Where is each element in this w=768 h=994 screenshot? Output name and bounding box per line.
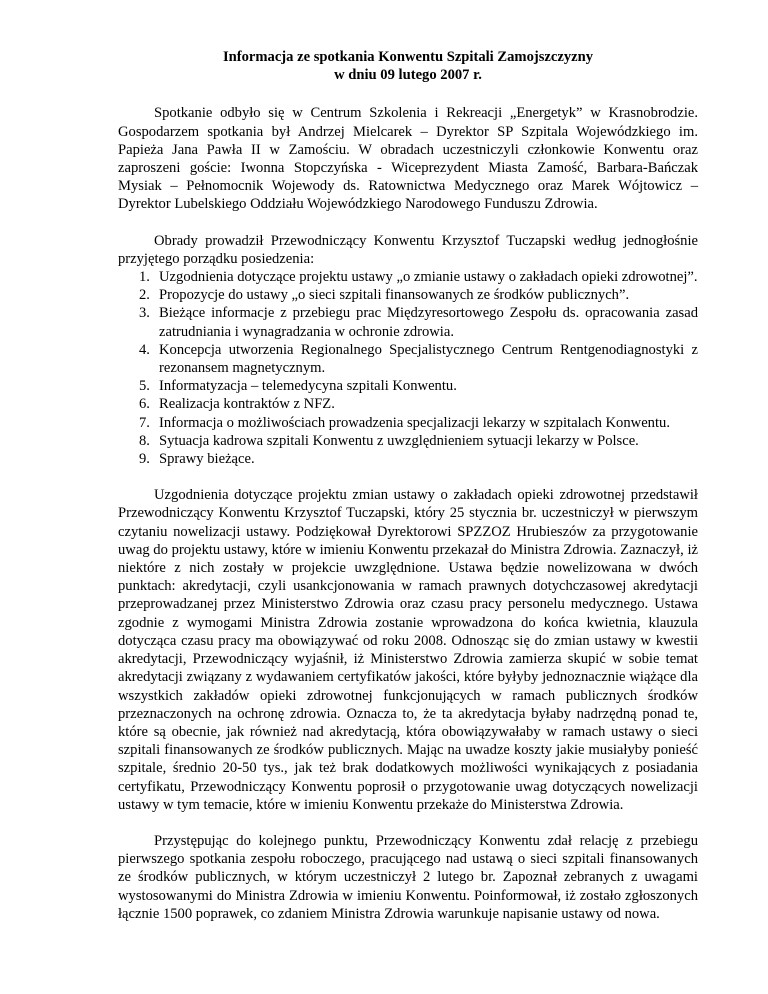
agenda-item xyxy=(118,450,698,468)
agenda-item-number: 1. xyxy=(139,269,150,286)
agenda-item-number: 9. xyxy=(139,451,150,468)
agenda-item-text: Sytuacja kadrowa szpitali Konwentu z uwzględnieniem sytuacji lekarzy w Polsce. xyxy=(159,432,639,449)
agenda-item xyxy=(118,395,698,413)
title-line-2: w dniu 09 lutego 2007 r. xyxy=(334,67,482,84)
document-title xyxy=(118,48,698,84)
agenda-item-number: 5. xyxy=(139,378,150,395)
agenda-item-text: Informacja o możliwościach prowadzenia specjalizacji lekarzy w szpitalach Konwentu. xyxy=(159,414,670,431)
agenda-item-text: Uzgodnienia dotyczące projektu ustawy „o zmianie ustawy o zakładach opieki zdrowotnej”. xyxy=(159,269,698,286)
agenda-item-number: 4. xyxy=(139,341,150,358)
agenda-item-text: Propozycje do ustawy „o sieci szpitali finansowanych ze środków publicznych”. xyxy=(159,287,630,304)
agenda-item-text: Sprawy bieżące. xyxy=(159,451,255,468)
agenda-item xyxy=(118,268,698,286)
document-page xyxy=(118,48,698,923)
agenda-item-text: Informatyzacja – telemedycyna szpitali Konwentu. xyxy=(159,378,457,395)
agenda-item xyxy=(118,432,698,450)
agenda-item xyxy=(118,341,698,377)
agenda-item-text: Bieżące informacje z przebiegu prac Międzyresortowego Zespołu ds. opracowania zasad zatrudniania i wynagradzania w ochronie zdrowia. xyxy=(159,305,698,340)
agenda-item xyxy=(118,286,698,304)
paragraph-accreditation: Uzgodnienia dotyczące projektu zmian ustawy o zakładach opieki zdrowotnej przedstawił Przewodniczący Konwentu Krzysztof Tuczapski, który 25 stycznia br. uczestniczył w pierwszym czytaniu nowelizacji ustawy. Podziękował Dyrektorowi SPZZOZ Hrubieszów za przygotowanie uwag do projektu ustawy, które w imieniu Konwentu przekazał do Ministra Zdrowia. Zaznaczył, iż niektóre z nich zostały w projekcie uwzględnione. Ustawa będzie nowelizowana w dwóch punktach: akredytacji, czyli usankcjonowania w ramach prawnych dotychczasowej akredytacji przeprowadzanej przez Ministerstwo Zdrowia oraz czasu pracy personelu medycznego. Ustawa zgodnie z wymogami Ministra Zdrowia zostanie wprowadzona do końca kwietnia, klauzula dotycząca czasu pracy ma obowiązywać od roku 2008. Odnosząc się do zmian ustawy w kwestii akredytacji, Przewodniczący wyjaśnił, iż Ministerstwo Zdrowia zamierza skupić w sobie temat akredytacji związany z wydawaniem certyfikatów jakości, które byłyby jednoznacznie wiążące dla wszystkich zakładów opieki zdrowotnej funkcjonujących w ramach publicznych środków przeznaczonych na ochronę zdrowia. Oznacza to, że ta akredytacja byłaby nadrzędną ponad te, które są obecnie, jak również nad akredytacją, która obowiązywałaby w ramach ustawy o sieci szpitali finansowanych ze środków publicznych. Mając na uwadze koszty jakie musiałyby ponieść szpitale, średnio 20-50 tys., jak też brak dodatkowych możliwości wynikających z posiadania certyfikatu, Przewodniczący Konwentu poprosił o przygotowanie uwag dotyczących nowelizacji ustawy w tym temacie, które w imieniu Konwentu przekaże do Ministerstwa Zdrowia. xyxy=(118,487,698,813)
agenda-item-number: 8. xyxy=(139,432,150,449)
agenda-list xyxy=(118,268,698,468)
paragraph-agenda-intro: Obrady prowadził Przewodniczący Konwentu Krzysztof Tuczapski według jednogłośnie przyjętego porządku posiedzenia: xyxy=(118,232,698,267)
paragraph-hospital-network: Przystępując do kolejnego punktu, Przewodniczący Konwentu zdał relację z przebiegu pierwszego spotkania zespołu roboczego, pracującego nad ustawą o sieci szpitali finansowanych ze środków publicznych, w którym uczestniczył 2 lutego br. Zapoznał zebranych z uwagami wystosowanymi do Ministra Zdrowia w imieniu Konwentu. Poinformował, iż zostało zgłoszonych łącznie 1500 poprawek, co zdaniem Ministra Zdrowia warunkuje napisanie ustawy od nowa. xyxy=(118,832,698,922)
agenda-item-number: 6. xyxy=(139,396,150,413)
agenda-item xyxy=(118,304,698,340)
title-line-1: Informacja ze spotkania Konwentu Szpitali Zamojszczyzny xyxy=(222,49,594,65)
agenda-item-text: Koncepcja utworzenia Regionalnego Specjalistycznego Centrum Rentgenodiagnostyki z rezonansem magnetycznym. xyxy=(159,341,698,377)
agenda-item xyxy=(118,377,698,395)
agenda-item-number: 3. xyxy=(139,305,150,322)
paragraph-meeting-info: Spotkanie odbyło się w Centrum Szkolenia i Rekreacji „Energetyk” w Krasnobrodzie. Gospodarzem spotkania był Andrzej Mielcarek – Dyrektor SP Szpitala Wojewódzkiego im. Papieża Jana Pawła II w Zamościu. W obradach uczestniczyli członkowie Konwentu oraz zaproszeni goście: Iwonna Stopczyńska - Wiceprezydent Miasta Zamość, Barbara-Bańczak Mysiak – Pełnomocnik Wojewody ds. Ratownictwa Medycznego oraz Marek Wójtowicz – Dyrektor Lubelskiego Oddziału Wojewódzkiego Narodowego Funduszu Zdrowia. xyxy=(118,105,698,213)
agenda-item-text: Realizacja kontraktów z NFZ. xyxy=(159,396,335,413)
agenda-item xyxy=(118,414,698,432)
agenda-item-number: 2. xyxy=(139,287,150,304)
agenda-item-number: 7. xyxy=(139,414,150,431)
